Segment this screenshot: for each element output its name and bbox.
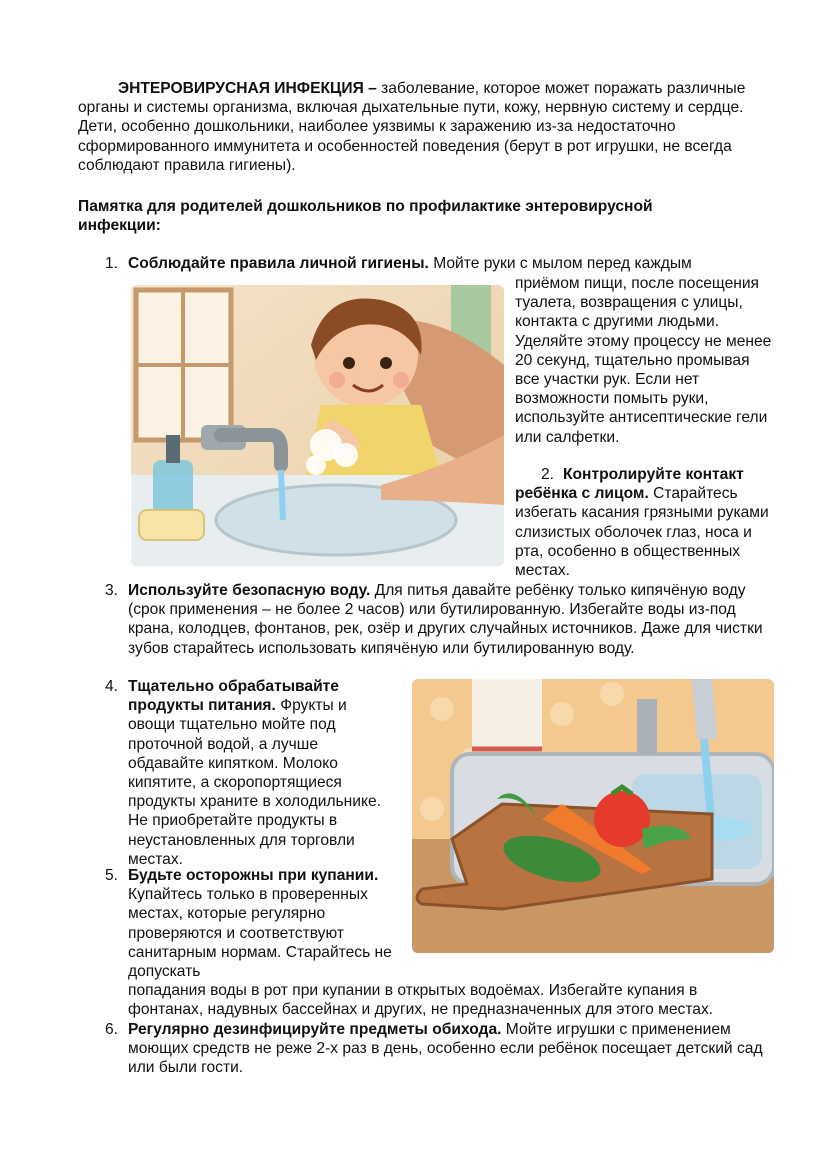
intro-text: заболевание, которое может поражать различные органы и системы организма, включая дыхательные пути, кожу, нервную систему и сердце. Дети, особенно дошкольники, наиболее уязвимы к заражению из-за недостаточно сформированного иммунитета и особенностей поведения (берут в рот игрушки, не всегда соблюдают правила гигиены). — [78, 80, 746, 174]
item-5-number: 5. — [104, 867, 118, 884]
item-3-text: Для питья давайте ребёнку только кипячёную воду (срок применения – не более 2 часов) или бутилированную. Избегайте воды из-под крана, колодцев, фонтанов, рек, озёр и других случайных источников. Даже для чистки зубов старайтесь использовать кипячёную или бутилированную воду. — [128, 582, 763, 657]
item-1-number: 1. — [104, 255, 118, 272]
item-2-text: Старайтесь избегать касания грязными руками слизистых оболочек глаз, носа и рта, особенно в общественных местах. — [515, 485, 769, 580]
item-6-bold: Регулярно дезинфицируйте предметы обихода. — [128, 1021, 502, 1038]
item-6-paragraph — [128, 1020, 768, 1078]
item-3-bold: Используйте безопасную воду. — [128, 582, 371, 599]
item-4-bold: Тщательно обрабатывайте продукты питания. — [128, 678, 339, 715]
item-2-number: 2. — [540, 466, 554, 483]
item-4-paragraph — [128, 677, 390, 869]
item-3-paragraph — [128, 581, 770, 658]
item-5-continuation: попадания воды в рот при купании в открытых водоёмах. Избегайте купания в фонтанах, надувных бассейнах и других, не предназначенных для этого местах. — [128, 982, 714, 1019]
memo-title — [78, 197, 738, 235]
item-6-text: Мойте игрушки с применением моющих средств не реже 2-х раз в день, особенно если ребёнок посещает детский сад или были гости. — [128, 1021, 763, 1077]
item-5-bold: Будьте осторожны при купании. — [128, 867, 379, 884]
memo-title-text: Памятка для родителей дошкольников по профилактике энтеровирусной инфекции: — [78, 198, 653, 235]
intro-paragraph — [78, 79, 750, 175]
item-5-paragraph — [128, 866, 400, 981]
item-3-number: 3. — [104, 582, 118, 599]
intro-term: ЭНТЕРОВИРУСНАЯ ИНФЕКЦИЯ – — [118, 80, 377, 97]
item-1-lead — [128, 254, 768, 273]
item-1-text: Мойте руки с мылом перед каждым — [428, 255, 692, 272]
child-washing-hands-illustration — [131, 285, 504, 566]
item-4-text: Фрукты и овощи тщательно мойте под проточной водой, а лучше обдавайте кипятком. Молоко кипятите, а скоропортящиеся продукты храните в холодильнике. Не приобретайте продукты в неустановленных для торговли местах. — [128, 697, 381, 868]
item-6-number: 6. — [104, 1021, 118, 1038]
item-2-bold: Контролируйте контакт ребёнка с лицом. — [515, 466, 744, 503]
item-1-continuation: приёмом пищи, после посещения туалета, возвращения с улицы, контакта с другими людьми. Уделяйте этому процессу не менее 20 секунд, тщательно промывая все участки рук. Если нет возможности помыть руки, используйте антисептические гели или салфетки. — [515, 275, 772, 446]
vegetables-washing-illustration — [412, 679, 774, 953]
item-1-bold: Соблюдайте правила личной гигиены. — [128, 255, 429, 272]
item-4-number: 4. — [104, 678, 118, 695]
item-2-paragraph — [515, 465, 773, 580]
item-5-text: Купайтесь только в проверенных местах, которые регулярно проверяются и соответствуют санитарным нормам. Старайтесь не допускать — [128, 886, 392, 981]
